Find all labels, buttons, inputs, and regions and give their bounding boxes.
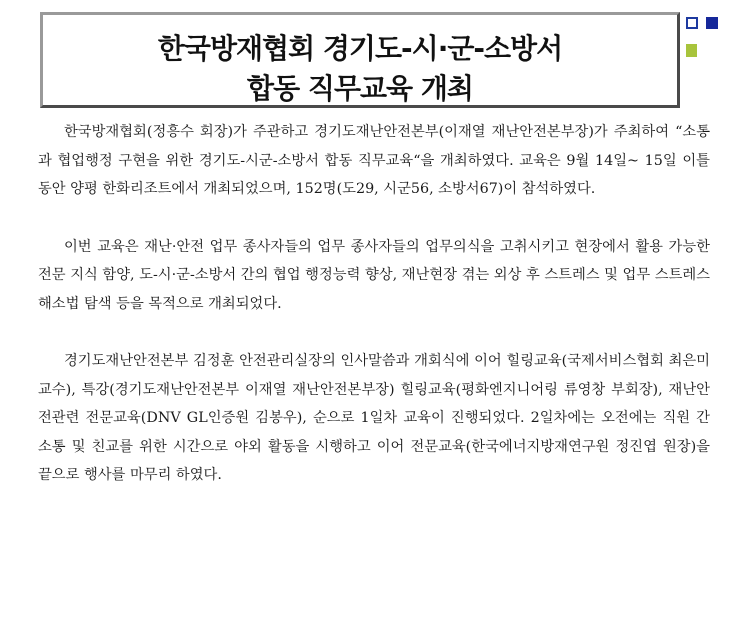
- decorative-outline-square: [686, 17, 698, 29]
- page-title-line-2: 합동 직무교육 개최: [247, 72, 473, 105]
- decorative-green-square: [686, 44, 697, 57]
- title-box: [40, 12, 680, 108]
- paragraph-2: 이번 교육은 재난·안전 업무 종사자들의 업무 종사자들의 업무의식을 고취시키고 현장에서 활용 가능한 전문 지식 함양, 도-시·군-소방서 간의 협업 행정능력 향상, 재난현장 겪는 외상 후 스트레스 및 업무 스트레스 해소법 탐색 등을 목적으로 개최되었다.: [38, 238, 710, 312]
- decorative-filled-square: [706, 17, 718, 29]
- paragraph-3: 경기도재난안전본부 김정훈 안전관리실장의 인사말씀과 개회식에 이어 힐링교육(국제서비스협회 최은미 교수), 특강(경기도재난안전본부 이재열 재난안전본부장) 힐링교육(평화엔지니어링 류영창 부회장), 재난안전관련 전문교육(DNV GL인증원 김봉우), 순으로 1일차 교육이 진행되었다. 2일차에는 오전에는 직원 간 소통 및 친교를 위한 시간으로 야외 활동을 시행하고 이어 전문교육(한국에너지방재연구원 정진엽 원장)을 끝으로 행사를 마무리 하였다.: [38, 353, 710, 483]
- article-body: [38, 118, 710, 490]
- paragraph-1: 한국방재협회(정흥수 회장)가 주관하고 경기도재난안전본부(이재열 재난안전본부장)가 주최하여 “소통과 협업행정 구현을 위한 경기도-시군-소방서 합동 직무교육“을 개최하였다. 교육은 9월 14일~ 15일 이틀 동안 양평 한화리조트에서 개최되었으며, 152명(도29, 시군56, 소방서67)이 참석하였다.: [38, 124, 710, 197]
- page-title-line-1: 한국방재협회 경기도-시·군-소방서: [157, 32, 563, 65]
